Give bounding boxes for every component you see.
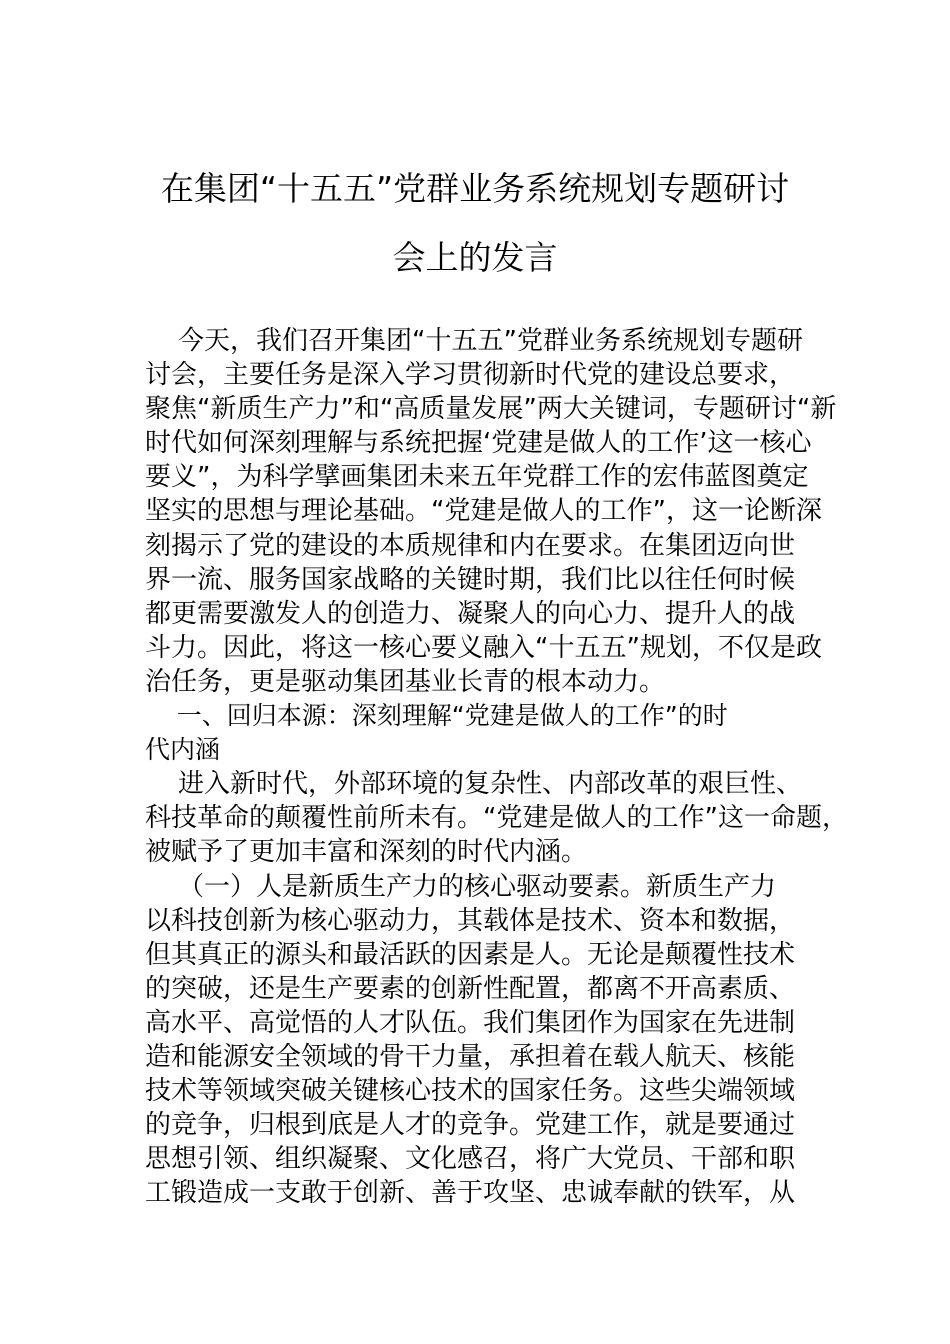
body-line: 但其真正的源头和最活跃的因素是人。无论是颠覆性技术 <box>145 939 796 970</box>
body-line: 时代如何深刻理解与系统把握‘党建是做人的工作’这一核心 <box>145 428 812 459</box>
document-body <box>145 324 848 1210</box>
body-line: 思想引领、组织凝聚、文化感召，将广大党员、干部和职 <box>145 1144 796 1175</box>
body-line: 坚实的思想与理论基础。“党建是做人的工作”，这一论断深 <box>145 496 822 527</box>
section-heading-line: 代内涵 <box>145 735 221 765</box>
body-line: 斗力。因此，将这一核心要义融入“十五五”规划，不仅是政 <box>145 632 822 663</box>
body-line: 科技革命的颠覆性前所未有。“党建是做人的工作”这一命题， <box>145 803 848 834</box>
body-line: 刻揭示了党的建设的本质规律和内在要求。在集团迈向世 <box>145 530 796 561</box>
body-line: 以科技创新为核心驱动力，其载体是技术、资本和数据， <box>145 905 796 936</box>
body-line: 工锻造成一支敢于创新、善于攻坚、忠诚奉献的铁军，从 <box>145 1178 796 1209</box>
body-line: 界一流、服务国家战略的关键时期，我们比以往任何时候 <box>145 564 796 595</box>
body-line: 高水平、高觉悟的人才队伍。我们集团作为国家在先进制 <box>145 1007 796 1038</box>
body-line: 治任务，更是驱动集团基业长青的根本动力。 <box>145 666 666 697</box>
body-line: 造和能源安全领域的骨干力量，承担着在载人航天、核能 <box>145 1041 796 1072</box>
body-line: 技术等领域突破关键核心技术的国家任务。这些尖端领域 <box>145 1076 796 1107</box>
body-line: 进入新时代，外部环境的复杂性、内部改革的艰巨性、 <box>145 769 803 800</box>
body-line: 聚焦“新质生产力”和“高质量发展”两大关键词，专题研讨“新 <box>145 394 837 425</box>
body-line: 被赋予了更加丰富和深刻的时代内涵。 <box>145 837 588 868</box>
body-line: 今天，我们召开集团“十五五”党群业务系统规划专题研 <box>145 326 803 356</box>
body-line: 要义”，为科学擘画集团未来五年党群工作的宏伟蓝图奠定 <box>145 462 809 493</box>
body-line: （一）人是新质生产力的核心驱动要素。新质生产力 <box>145 871 777 902</box>
body-line: 的突破，还是生产要素的创新性配置，都离不开高素质、 <box>145 973 796 1004</box>
body-line: 讨会，主要任务是深入学习贯彻新时代党的建设总要求， <box>145 360 796 391</box>
document-title-line-2: 会上的发言 <box>392 238 558 277</box>
body-line: 的竞争，归根到底是人才的竞争。党建工作，就是要通过 <box>145 1110 796 1141</box>
body-line: 都更需要激发人的创造力、凝聚人的向心力、提升人的战 <box>145 598 796 629</box>
document-title-line-1: 在集团“十五五”党群业务系统规划专题研讨 <box>160 169 790 208</box>
section-heading-line: 一、回归本源：深刻理解“党建是做人的工作”的时 <box>145 701 728 731</box>
